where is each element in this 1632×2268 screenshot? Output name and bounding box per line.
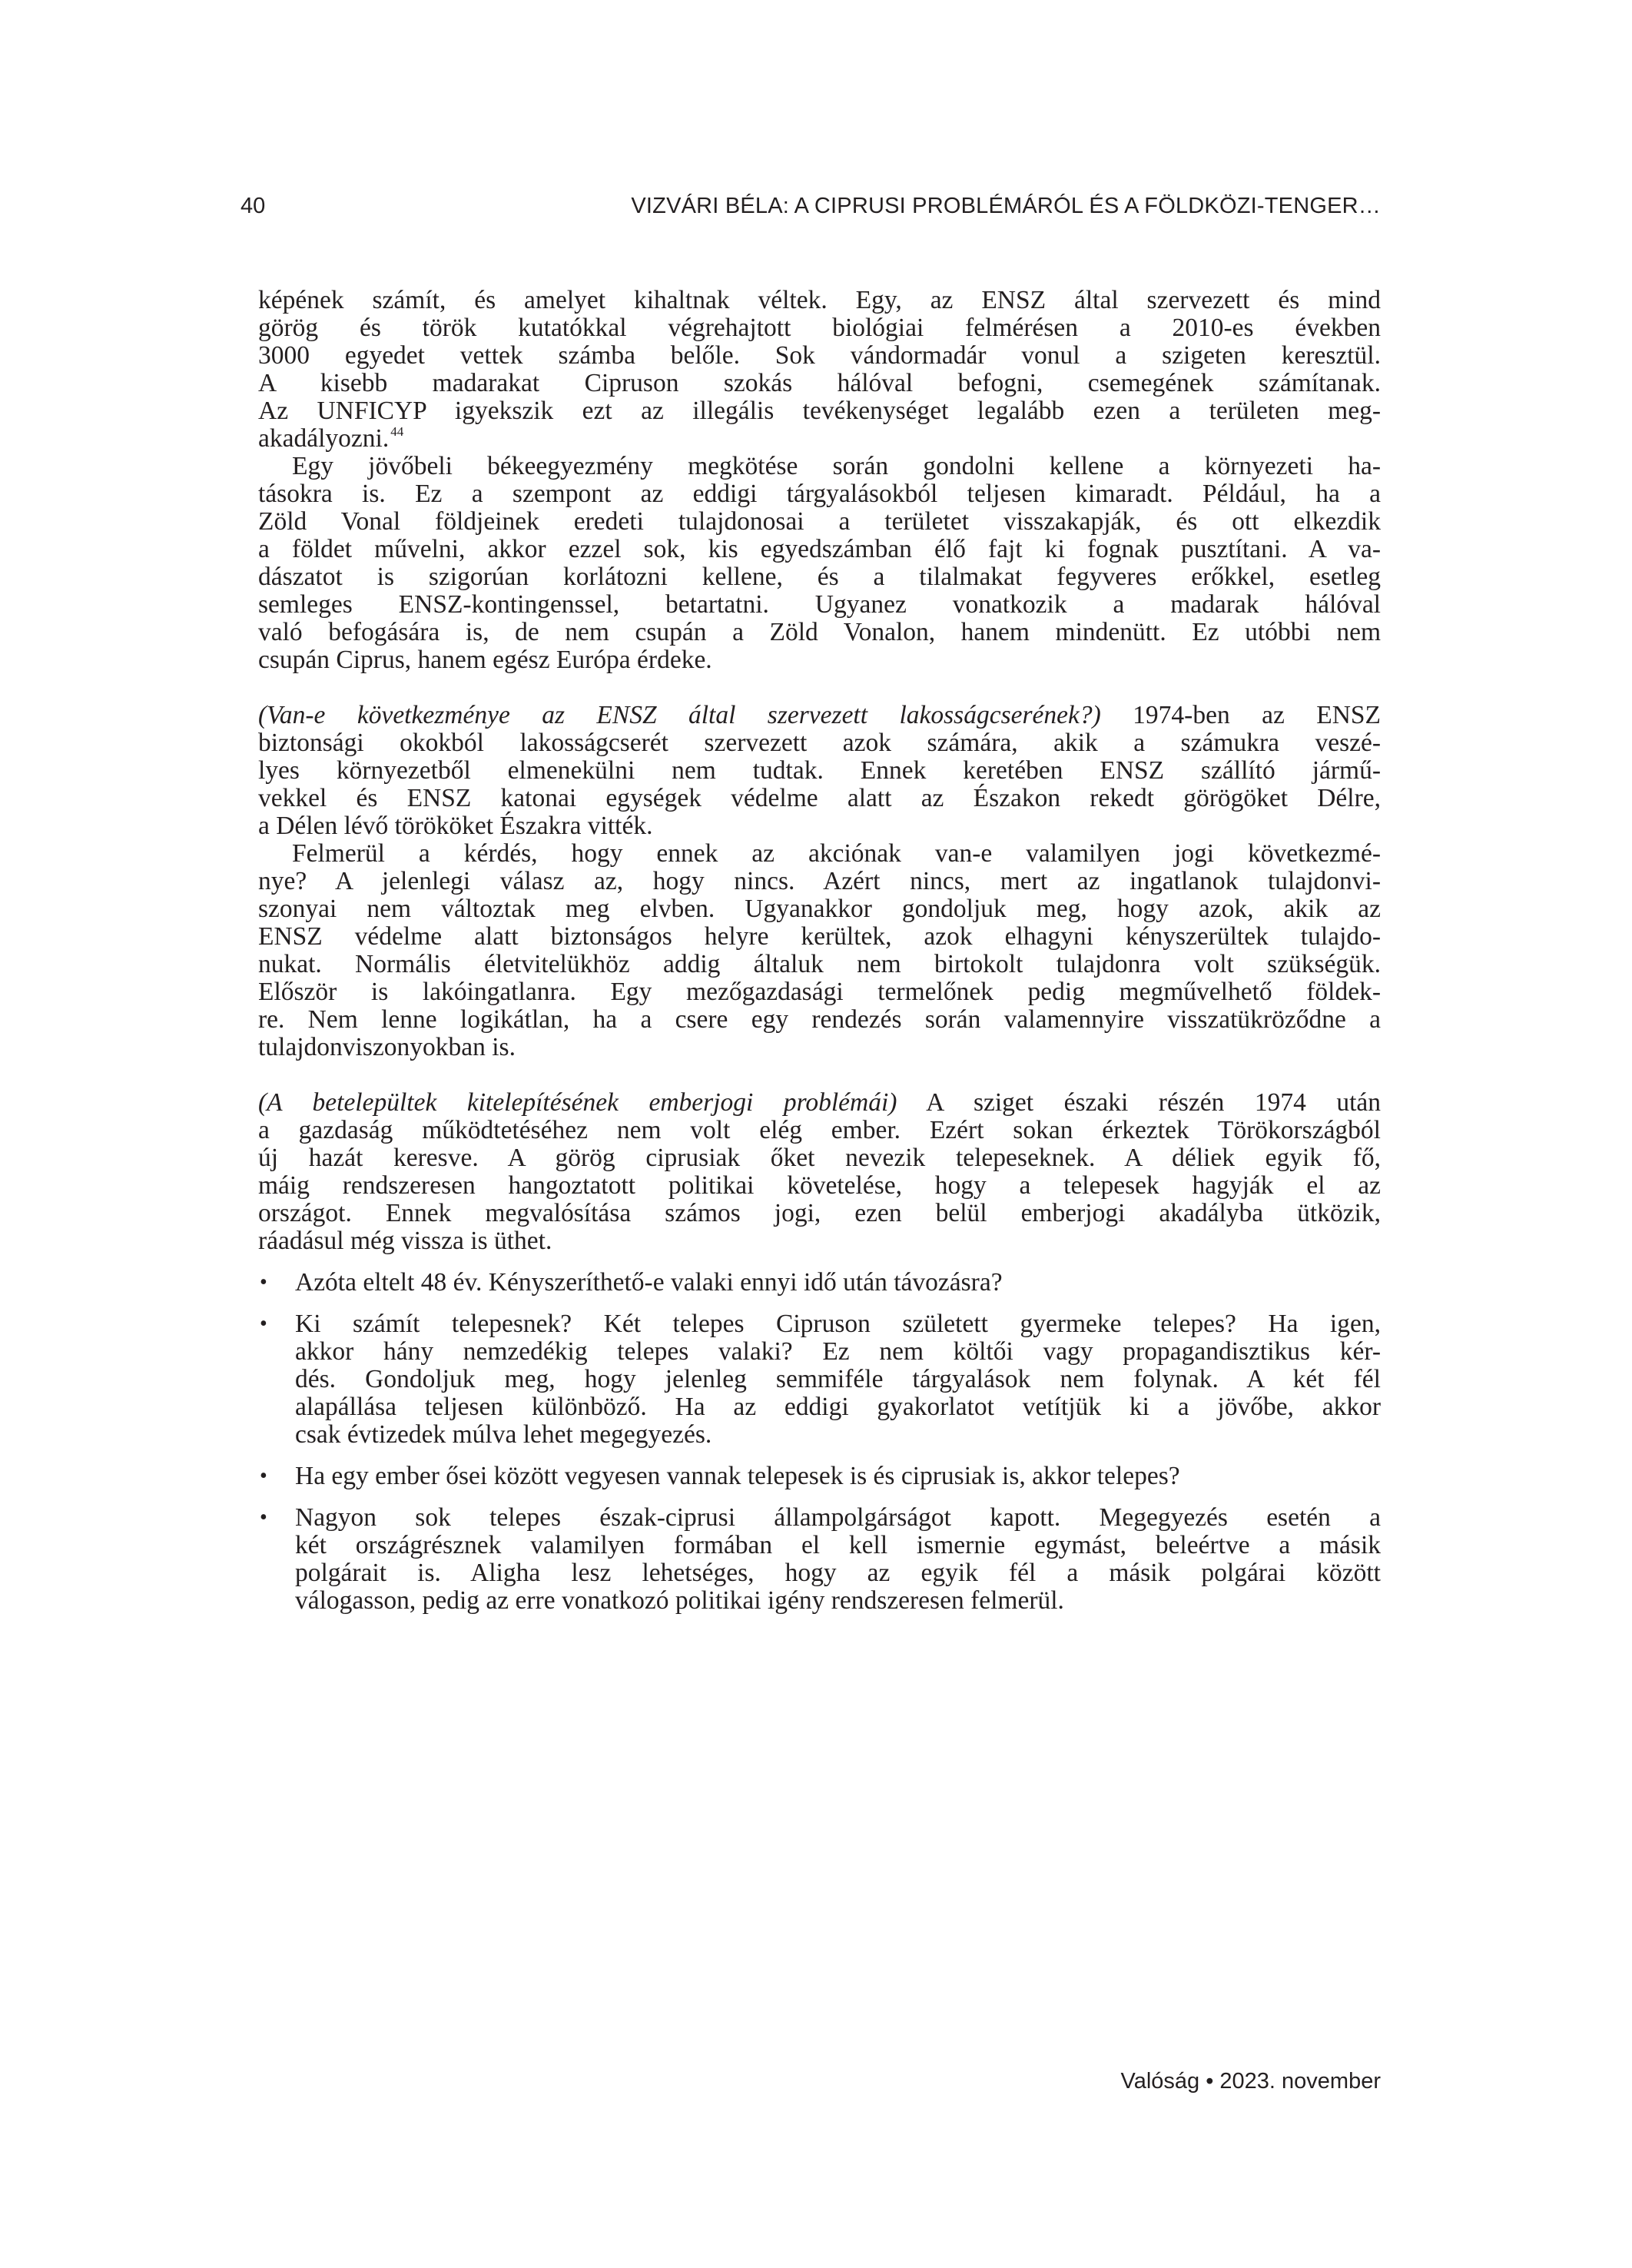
- text-line: válogasson, pedig az erre vonatkozó politikai igény rendszeresen felmerül.: [295, 1586, 1064, 1615]
- article-body: [258, 287, 1381, 1615]
- text-line: ENSZ védelme alatt biztonságos helyre kerültek, azok elhagyni kényszerültek tulajdo-: [258, 922, 1381, 951]
- list-gap: [258, 1449, 1381, 1463]
- text-line: vekkel és ENSZ katonai egységek védelme alatt az Északon rekedt görögöket Délre,: [258, 784, 1381, 812]
- text-line: [258, 1089, 1381, 1117]
- list-gap: [258, 1255, 1381, 1269]
- text-line: Azóta eltelt 48 év. Kényszeríthető-e valaki ennyi idő után távozásra?: [295, 1268, 1003, 1297]
- text-line: semleges ENSZ-kontingenssel, betartatni. Ugyanez vonatkozik a madarak hálóval: [258, 590, 1381, 619]
- text-line: országot. Ennek megvalósítása számos jogi, ezen belül emberjogi akadályba ütközik,: [258, 1199, 1381, 1227]
- text-line: a Délen lévő törököket Északra vitték.: [258, 812, 653, 840]
- list-item: [258, 1269, 1381, 1297]
- paragraph-peace-agreement: [258, 453, 1381, 674]
- text-line-content: 1974-ben az ENSZ: [1100, 701, 1381, 729]
- text-line: tásokra is. Ez a szempont az eddigi tárgyalásokból teljesen kimaradt. Például, ha a: [258, 480, 1381, 508]
- text-line: [258, 702, 1381, 729]
- text-line: ráadásul még vissza is üthet.: [258, 1227, 552, 1255]
- text-line: görög és török kutatókkal végrehajtott biológiai felmérésen a 2010-es években: [258, 314, 1381, 342]
- text-line: szonyai nem változtak meg elvben. Ugyanakkor gondoljuk meg, hogy azok, akik az: [258, 895, 1381, 923]
- list-item: [258, 1310, 1381, 1449]
- paragraph-legal-consequence: [258, 840, 1381, 1061]
- text-line: lyes környezetből elmenekülni nem tudtak. Ennek keretében ENSZ szállító jármű-: [258, 756, 1381, 785]
- text-line: dés. Gondoljuk meg, hogy jelenleg semmiféle tárgyalások nem folynak. A két fél: [295, 1365, 1381, 1393]
- text-line: biztonsági okokból lakosságcserét szervezett azok számára, akik a számukra veszé-: [258, 729, 1381, 757]
- running-title: VIZVÁRI BÉLA: A CIPRUSI PROBLÉMÁRÓL ÉS A FÖLDKÖZI-TENGER…: [631, 194, 1381, 218]
- text-line: alapállása teljesen különböző. Ha az eddigi gyakorlatot vetítjük ki a jövőbe, akkor: [295, 1393, 1381, 1421]
- text-line: polgárait is. Aligha lesz lehetséges, hogy az egyik fél a másik polgárai között: [295, 1559, 1381, 1587]
- text-line: Nagyon sok telepes észak-ciprusi állampolgárságot kapott. Megegyezés esetén a: [295, 1503, 1381, 1532]
- running-head: [240, 191, 1381, 221]
- list-item: [258, 1504, 1381, 1615]
- section-gap: [258, 1061, 1381, 1089]
- text-line: Egy jövőbeli békeegyezmény megkötése során gondolni kellene a környezeti ha-: [292, 452, 1381, 480]
- text-line: máig rendszeresen hangoztatott politikai követelése, hogy a telepesek hagyják el az: [258, 1171, 1381, 1200]
- text-line: re. Nem lenne logikátlan, ha a csere egy rendezés során valamennyire visszatükröződne a: [258, 1005, 1381, 1034]
- text-line: a gazdaság működtetéséhez nem volt elég ember. Ezért sokan érkeztek Törökországból: [258, 1116, 1381, 1144]
- text-line: A kisebb madarakat Cipruson szokás hálóval befogni, csemegének számítanak.: [258, 369, 1381, 397]
- text-line: képének számít, és amelyet kihaltnak véltek. Egy, az ENSZ által szervezett és mind: [258, 286, 1381, 314]
- text-line: való befogására is, de nem csupán a Zöld Vonalon, hanem mindenütt. Ez utóbbi nem: [258, 618, 1381, 646]
- footnote-reference[interactable]: 44: [390, 424, 404, 439]
- text-line: Az UNFICYP igyekszik ezt az illegális tevékenységet legalább ezen a területen meg-: [258, 397, 1381, 425]
- section-lead-in: (Van-e következménye az ENSZ által szervezett lakosságcserének?): [258, 701, 1101, 729]
- bullet-icon: •: [260, 1506, 267, 1529]
- text-line: nukat. Normális életvitelükhöz addig általuk nem birtokolt tulajdonra volt szükségük.: [258, 950, 1381, 978]
- text-line: Felmerül a kérdés, hogy ennek az akciónak van-e valamilyen jogi következmé-: [292, 839, 1381, 868]
- paragraph-population-exchange: [258, 702, 1381, 840]
- text-line: 3000 egyedet vettek számba belőle. Sok vándormadár vonul a szigeten keresztül.: [258, 341, 1381, 370]
- paragraph-settlers: [258, 1089, 1381, 1255]
- text-line: Ki számít telepesnek? Két telepes Cipruson született gyermeke telepes? Ha igen,: [295, 1310, 1381, 1338]
- text-line: két országrésznek valamilyen formában el kell ismernie egymást, beleértve a másik: [295, 1531, 1381, 1559]
- text-line: dászatot is szigorúan korlátozni kellene, és a tilalmakat fegyveres erőkkel, esetleg: [258, 563, 1381, 591]
- settler-questions-list: [258, 1269, 1381, 1615]
- bullet-icon: •: [260, 1312, 267, 1336]
- section-lead-in: (A betelepültek kitelepítésének emberjogi problémái): [258, 1088, 897, 1117]
- publication-info: Valóság • 2023. november: [1120, 2069, 1381, 2094]
- text-line-content: akadályozni.: [258, 424, 390, 453]
- text-line-content: A sziget északi részén 1974 után: [897, 1088, 1382, 1117]
- text-line: [258, 425, 1381, 453]
- text-line: nye? A jelenlegi válasz az, hogy nincs. Azért nincs, mert az ingatlanok tulajdonvi-: [258, 867, 1381, 895]
- text-line: Zöld Vonal földjeinek eredeti tulajdonosai a területet visszakapják, és ott elkezdik: [258, 507, 1381, 536]
- page-footer: [1121, 2066, 1382, 2097]
- page-number: 40: [240, 194, 266, 218]
- text-line: tulajdonviszonyokban is.: [258, 1033, 516, 1061]
- text-line: Először is lakóingatlanra. Egy mezőgazdasági termelőnek pedig megművelhető földek-: [258, 978, 1381, 1006]
- list-gap: [258, 1490, 1381, 1504]
- text-line: a földet művelni, akkor ezzel sok, kis egyedszámban élő fajt ki fognak pusztítani. A va-: [258, 535, 1381, 563]
- list-item: [258, 1463, 1381, 1490]
- bullet-icon: •: [260, 1270, 267, 1294]
- text-line: Ha egy ember ősei között vegyesen vannak telepesek is és ciprusiak is, akkor telepes?: [295, 1462, 1180, 1490]
- text-line: új hazát keresve. A görög ciprusiak őket nevezik telepeseknek. A déliek egyik fő,: [258, 1144, 1381, 1172]
- bullet-icon: •: [260, 1464, 267, 1488]
- text-line: akkor hány nemzedékig telepes valaki? Ez nem költői vagy propagandisztikus kér-: [295, 1337, 1381, 1366]
- section-gap: [258, 674, 1381, 702]
- list-gap: [258, 1297, 1381, 1310]
- text-line: csupán Ciprus, hanem egész Európa érdeke.: [258, 646, 712, 674]
- paragraph-environment-birds: [258, 287, 1381, 453]
- text-line: csak évtizedek múlva lehet megegyezés.: [295, 1420, 712, 1449]
